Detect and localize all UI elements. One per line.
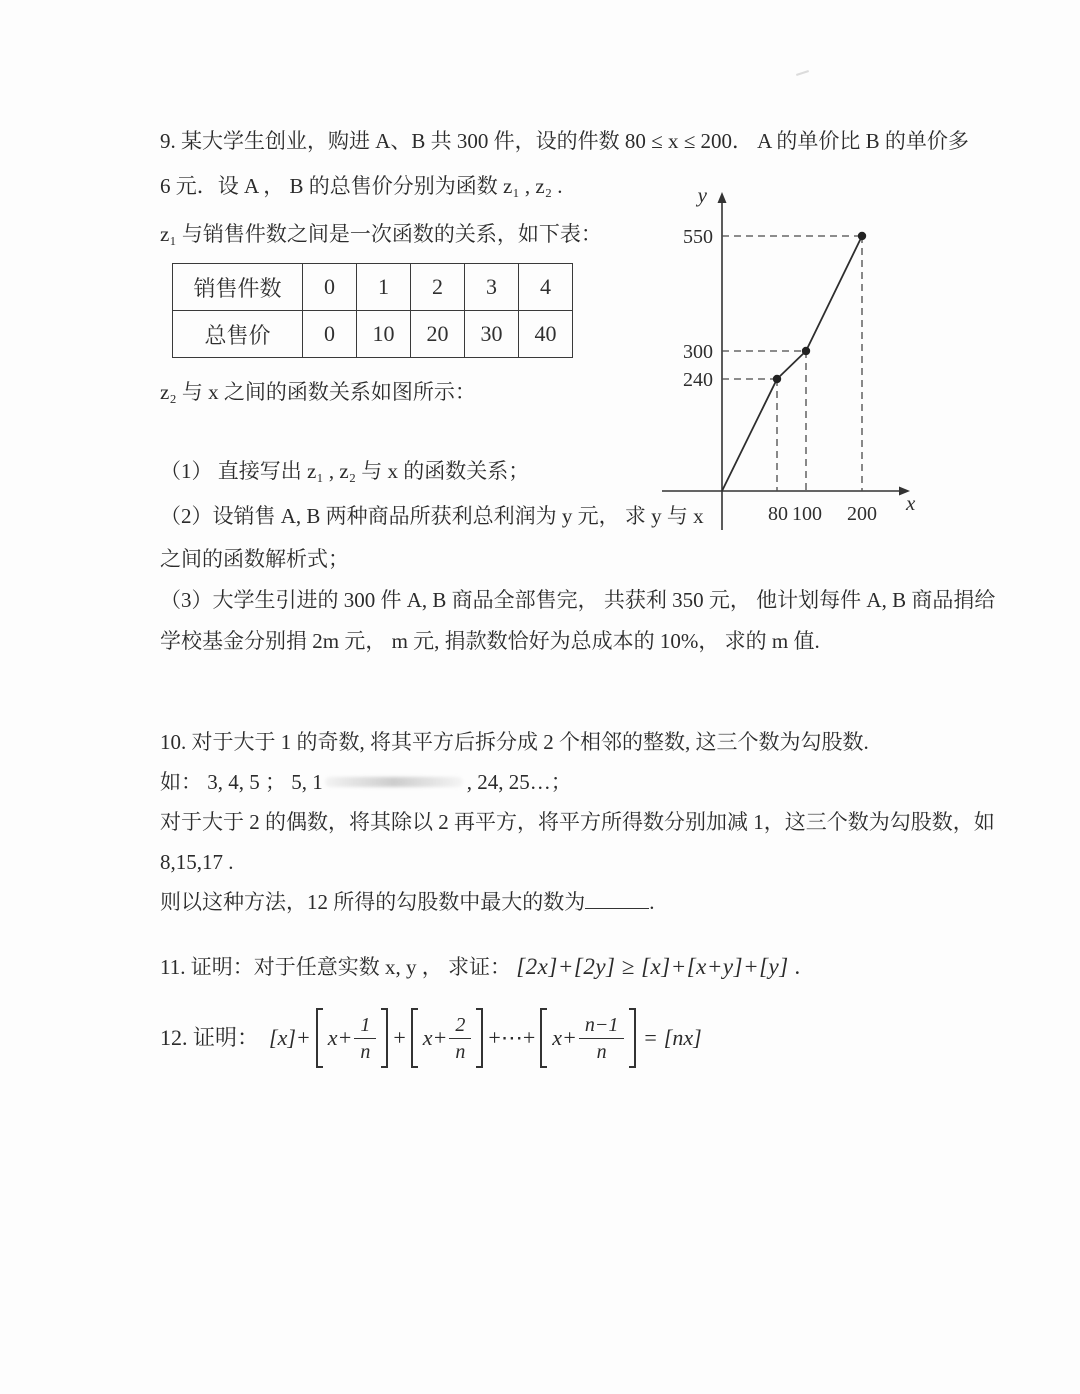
p9-line-4: z₂ 与 x 之间的函数关系如图所示：	[160, 380, 476, 404]
z2-function-graph	[650, 172, 950, 552]
ellipsis-plus: +⋯+	[488, 1025, 536, 1050]
table-cell: 1	[357, 264, 411, 311]
fraction-numerator: 2	[449, 1013, 471, 1039]
p11-prefix: 11. 证明：对于任意实数 x, y ， 求证：	[160, 955, 511, 979]
function-line	[722, 236, 862, 491]
p12-term-x: [x]+	[269, 1025, 311, 1050]
left-bracket-icon	[411, 1008, 418, 1068]
group-1-pre: x+	[327, 1025, 353, 1050]
p10-line-5	[160, 887, 655, 917]
x-tick-100: 100	[792, 503, 822, 525]
x-tick-200: 200	[847, 503, 877, 525]
fraction-denominator: n	[596, 1040, 607, 1063]
p9-line-3: z₁ 与销售件数之间是一次函数的关系，如下表：	[160, 222, 602, 246]
group-2-pre: x+	[422, 1025, 448, 1050]
table-row-total-price	[173, 311, 573, 358]
sales-table	[172, 263, 573, 358]
floor-group-2	[418, 1013, 477, 1064]
fraction-denominator: n	[360, 1040, 371, 1063]
y-tick-240: 240	[683, 369, 713, 391]
answer-blank	[585, 895, 649, 909]
table-cell: 20	[411, 311, 465, 358]
p11-statement	[160, 952, 801, 982]
left-bracket-icon	[316, 1008, 323, 1068]
point-100-300	[802, 347, 810, 355]
right-bracket-icon	[629, 1008, 636, 1068]
fraction-n-minus-1-over-n	[579, 1013, 625, 1064]
p9-question-3-line-1: （3）大学生引进的 300 件 A, B 商品全部售完， 共获利 350 元， 他计划每件 A, B 商品捐给	[160, 588, 996, 612]
p10-line-2-text-a: 如： 3, 4, 5 ； 5, 1	[160, 770, 323, 794]
scan-artifact	[796, 70, 809, 76]
p10-line-2	[160, 767, 572, 797]
table-header-sales-count: 销售件数	[173, 264, 303, 311]
y-axis-arrow-icon	[718, 192, 727, 203]
p10-line-5-text: 则以这种方法，12 所得的勾股数中最大的数为	[160, 890, 586, 914]
p11-formula: [2x]+[2y] ≥ [x]+[x+y]+[y] .	[516, 954, 802, 979]
table-cell: 30	[465, 311, 519, 358]
group-3-pre: x+	[552, 1025, 577, 1050]
y-tick-550: 550	[683, 226, 713, 248]
p10-line-3: 对于大于 2 的偶数，将其除以 2 再平方，将平方所得数分别加减 1，这三个数为勾股数，如	[160, 810, 995, 834]
p9-line-2: 6 元．设 A ， B 的总售价分别为函数 z₁ , z₂ .	[160, 174, 563, 198]
table-cell: 3	[465, 264, 519, 311]
y-axis-label: y	[697, 183, 707, 207]
x-tick-80: 80	[768, 503, 788, 525]
p9-line-1: 9. 某大学生创业，购进 A、B 共 300 件，设的件数 80 ≤ x ≤ 200． A 的单价比 B 的单价多	[160, 129, 969, 153]
table-cell: 10	[357, 311, 411, 358]
table-cell: 0	[303, 264, 357, 311]
p9-question-2-line-2: 之间的函数解析式；	[160, 547, 349, 571]
fraction-numerator: 1	[354, 1013, 376, 1039]
p10-line-5-period: .	[649, 890, 655, 914]
floor-group-3	[547, 1013, 629, 1064]
p10-line-2-text-b: , 24, 25…；	[466, 770, 572, 794]
p10-line-1: 10. 对于大于 1 的奇数, 将其平方后拆分成 2 个相邻的整数, 这三个数为勾股数.	[160, 730, 869, 754]
table-cell: 0	[303, 311, 357, 358]
p10-line-4: 8,15,17 .	[160, 850, 234, 874]
fraction-2-over-n	[449, 1013, 471, 1064]
p12-statement	[160, 1008, 704, 1068]
fraction-numerator: n−1	[579, 1013, 625, 1039]
floor-group-1	[323, 1013, 382, 1064]
point-200-550	[858, 232, 866, 240]
p12-formula	[160, 1008, 704, 1068]
erased-smudge	[325, 777, 463, 787]
p9-question-1: （1） 直接写出 z₁ , z₂ 与 x 的函数关系；	[160, 459, 530, 483]
p12-prefix: 12. 证明：	[160, 1025, 260, 1050]
plus-sign: +	[393, 1025, 406, 1050]
right-bracket-icon	[476, 1008, 483, 1068]
p9-question-3-line-2: 学校基金分别捐 2m 元， m 元, 捐款数恰好为总成本的 10%， 求的 m 值.	[160, 629, 820, 653]
y-tick-300: 300	[683, 341, 713, 363]
point-80-240	[773, 375, 781, 383]
p9-question-2-line-1: （2）设销售 A, B 两种商品所获利总利润为 y 元， 求 y 与 x	[160, 504, 704, 528]
table-cell: 2	[411, 264, 465, 311]
table-header-total-price: 总售价	[173, 311, 303, 358]
right-bracket-icon	[381, 1008, 388, 1068]
fraction-denominator: n	[455, 1040, 466, 1063]
table-row-sales-count	[173, 264, 573, 311]
graph-svg	[650, 172, 950, 547]
left-bracket-icon	[540, 1008, 547, 1068]
table-cell: 4	[519, 264, 573, 311]
fraction-1-over-n	[354, 1013, 376, 1064]
x-axis-label: x	[906, 491, 916, 515]
p12-term-nx: [nx]	[663, 1025, 702, 1050]
equals-sign: =	[644, 1025, 657, 1050]
table-cell: 40	[519, 311, 573, 358]
